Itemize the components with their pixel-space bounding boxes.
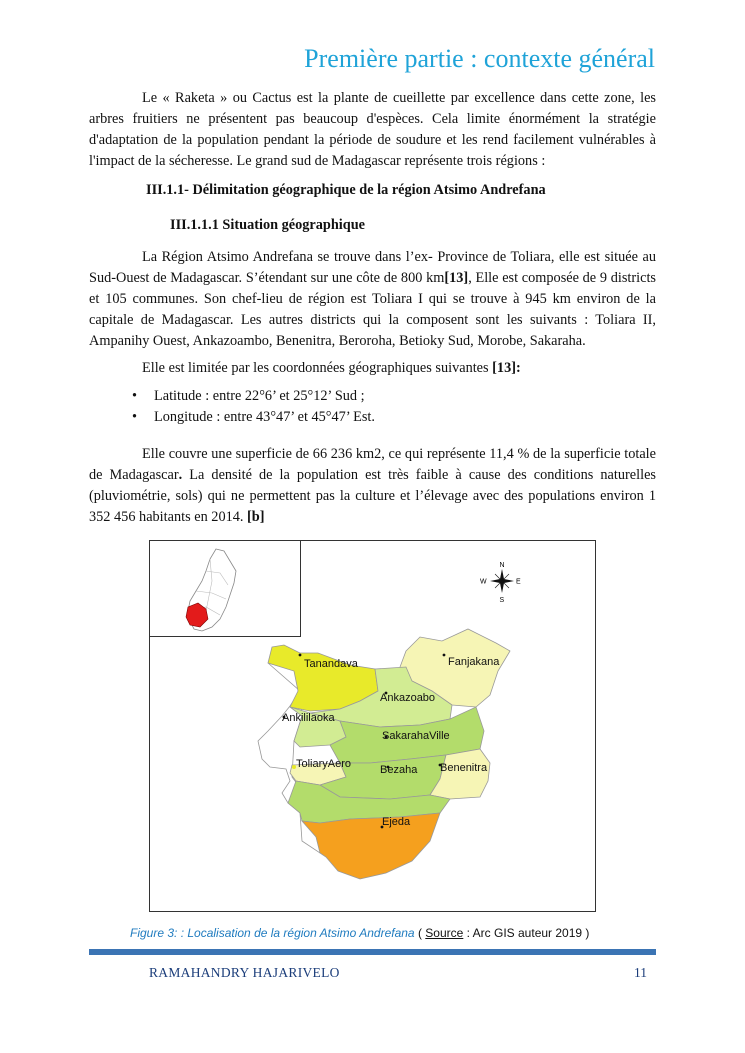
reference-13: [13] xyxy=(444,270,469,286)
label-tanandava: Tanandava xyxy=(304,658,358,670)
caption-source-label: Source xyxy=(425,926,464,940)
coords-intro-text: Elle est limitée par les coordonnées géographiques suivantes xyxy=(142,360,493,376)
label-ejeda: Ejeda xyxy=(382,816,411,828)
compass-s: S xyxy=(499,597,505,604)
page-header-title: Première partie : contexte général xyxy=(304,44,655,73)
caption-figure: Figure 3: : Localisation de la région Atsimo Andrefana xyxy=(130,926,418,940)
coords-reference: [13]: xyxy=(492,360,521,376)
page-number: 11 xyxy=(634,965,647,980)
area-paragraph xyxy=(89,444,656,528)
longitude-item: Longitude : entre 43°47’ et 45°47’ Est. xyxy=(154,409,375,425)
label-fanjakana: Fanjakana xyxy=(448,656,500,668)
area-paragraph-block xyxy=(89,444,656,528)
label-sakaraha: SakarahaVille xyxy=(382,730,450,742)
situation-text-b: , Elle est composée de 9 districts et 105 communes. Son chef-lieu de région est Toliara I qui se trouve à 945 km environ de la capitale de Madagascar. Les autres districts qui la composent sont les suivants : Toliara II, Ampanihy Ouest, Ankazoambo, Benenitra, Beroroha, Betioky Sud, Morobe, Sakaraha. xyxy=(89,270,656,349)
situation-paragraph-block xyxy=(89,247,656,352)
area-bold-dot: . xyxy=(178,467,183,483)
label-ankililaoka: Ankililaoka xyxy=(282,712,335,724)
intro-paragraph: Le « Raketa » ou Cactus est la plante de cueillette par excellence dans cette zone, les arbres fruitiers ne présentent pas beaucoup d'espèces. Cela limite énormément la stratégie d'adaptation de la population pendant la période de soudure et les rend facilement vulnérables à l'impact de la sécheresse. Le grand sud de Madagascar représente trois régions : xyxy=(89,90,656,169)
label-toliary: ToliaryAero xyxy=(296,758,352,770)
caption-source-rest: : Arc GIS auteur 2019 ) xyxy=(463,926,590,940)
footer-divider xyxy=(89,949,656,955)
caption-source xyxy=(418,926,589,940)
subsection-heading: III.1.1.1 Situation géographique xyxy=(170,217,366,233)
latitude-item: Latitude : entre 22°6’ et 25°12’ Sud ; xyxy=(154,388,365,404)
bullet-icon: • xyxy=(132,388,138,404)
coords-intro xyxy=(89,358,656,379)
label-ankazoabo: Ankazoabo xyxy=(380,692,436,704)
madagascar-outline xyxy=(150,541,301,637)
region-map xyxy=(149,540,596,912)
situation-text-a: La Région Atsimo Andrefana se trouve dans l’ex- Province de Toliara, elle est située au Sud-Ouest de Madagascar. S’étendant sur une côte de 800 km xyxy=(89,249,656,286)
compass-n: N xyxy=(499,562,505,569)
bullet-icon: • xyxy=(132,409,138,425)
label-benenitra: Benenitra xyxy=(440,762,488,774)
reference-b: [b] xyxy=(247,509,265,525)
compass-e: E xyxy=(516,578,521,586)
footer-author: RAMAHANDRY HAJARIVELO xyxy=(149,965,340,980)
label-bezaha: Bezaha xyxy=(380,764,418,776)
coords-list xyxy=(89,386,656,428)
caption-source-open: ( xyxy=(417,926,426,940)
figure-caption xyxy=(130,926,589,940)
compass-w: W xyxy=(480,578,487,586)
section-heading: III.1.1- Délimitation géographique de la région Atsimo Andrefana xyxy=(146,182,546,198)
area-text-b: La densité de la population est très faible à cause des conditions naturelles (pluviométrie, sols) qui ne permettent pas la culture et l’élevage avec des populations environ 1 352 456 habitants en 2014. xyxy=(89,467,656,525)
coords-list-block xyxy=(89,386,656,428)
area-text-a: Elle couvre une superficie de 66 236 km2, ce qui représente 11,4 % de la superficie totale de Madagascar xyxy=(89,446,656,483)
list-item xyxy=(89,386,656,407)
madagascar-inset-map xyxy=(150,541,301,637)
situation-paragraph xyxy=(89,247,656,352)
list-item xyxy=(89,407,656,428)
intro-paragraph-block xyxy=(89,88,656,172)
coords-intro-block xyxy=(89,358,656,379)
